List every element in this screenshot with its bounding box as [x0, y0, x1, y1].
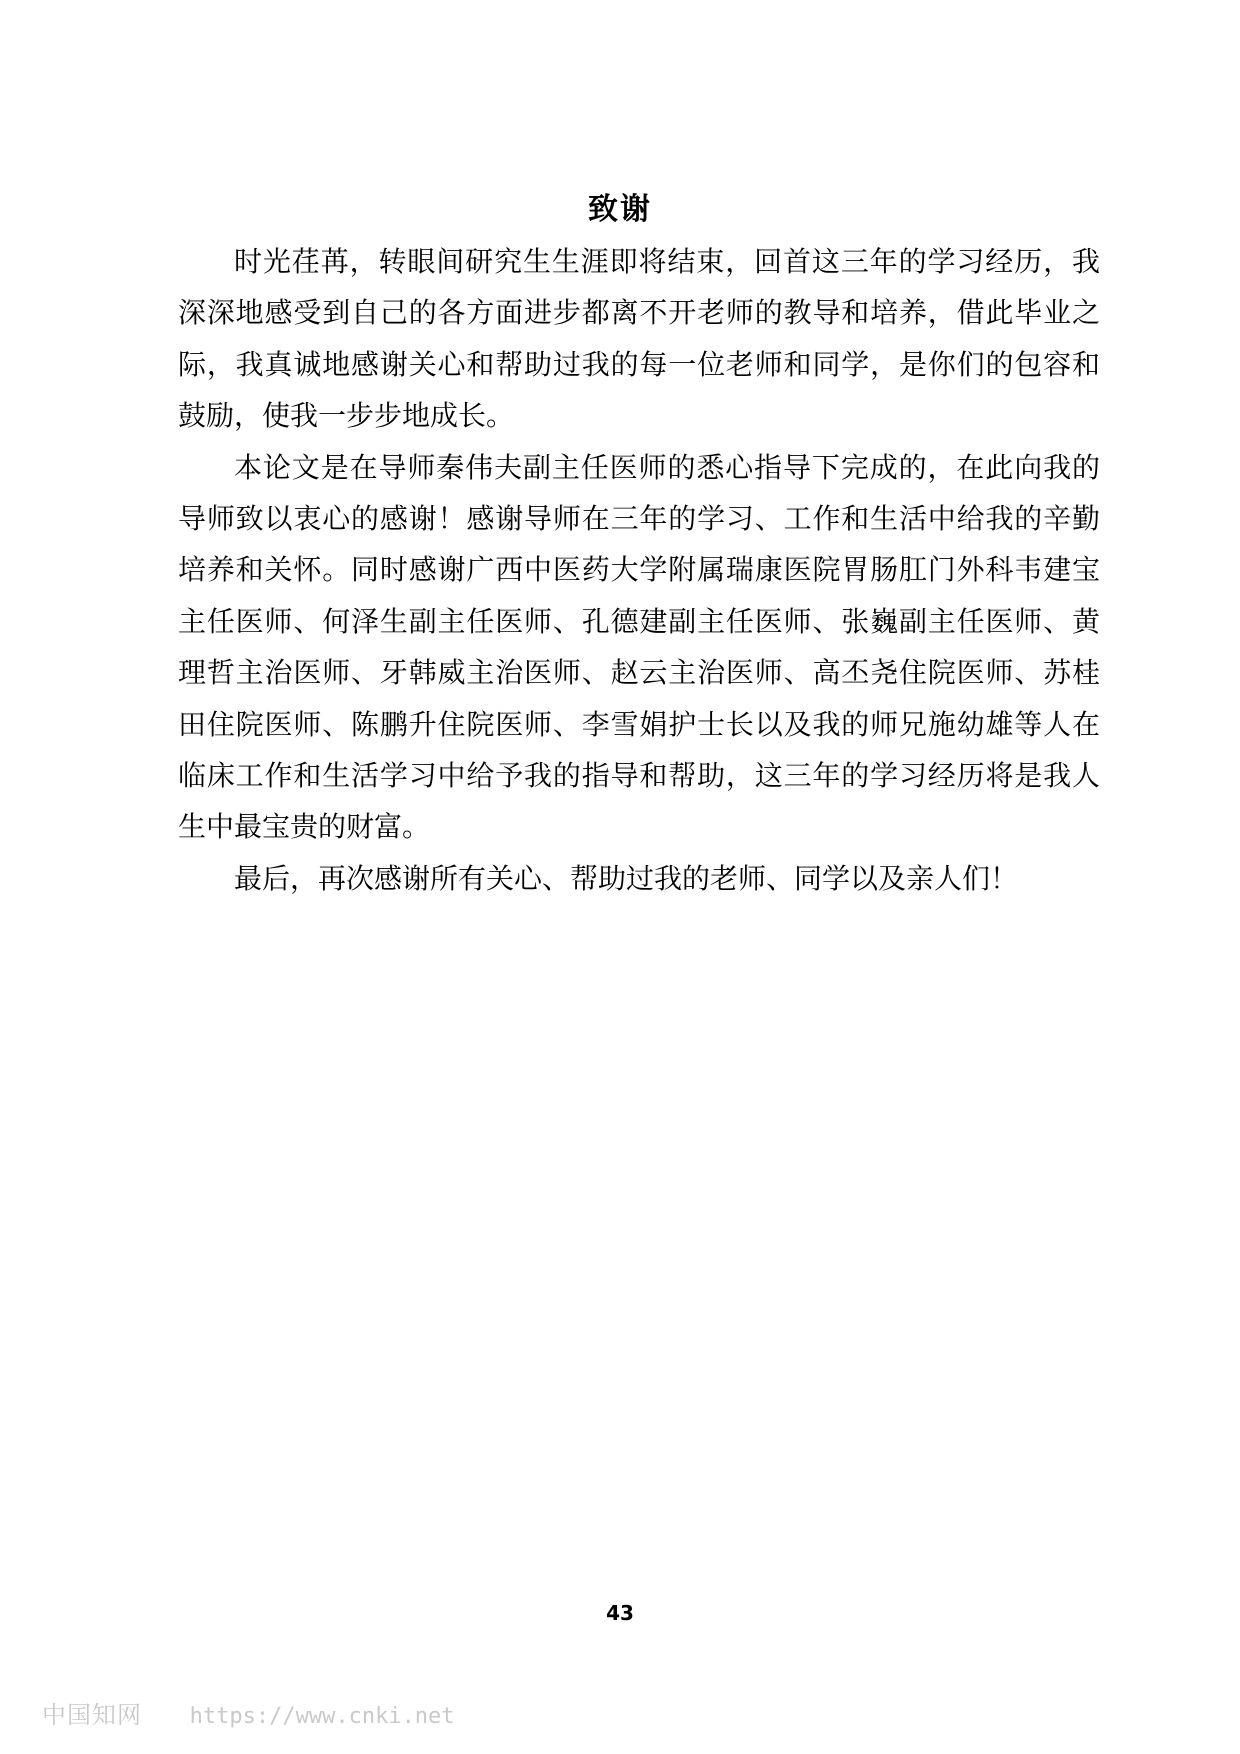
watermark-url: https://www.cnki.net: [189, 1704, 455, 1729]
cnki-watermark: [42, 1700, 455, 1732]
page-number: 43: [606, 1601, 634, 1625]
paragraph-1: 时光荏苒，转眼间研究生生涯即将结束，回首这三年的学习经历，我深深地感受到自己的各方面进步都离不开老师的教导和培养，借此毕业之际，我真诚地感谢关心和帮助过我的每一位老师和同学，是你们的包容和鼓励，使我一步步地成长。: [178, 245, 1100, 433]
acknowledgement-body: [178, 236, 1100, 904]
paragraph-2: 本论文是在导师秦伟夫副主任医师的悉心指导下完成的，在此向我的导师致以衷心的感谢！感谢导师在三年的学习、工作和生活中给我的辛勤培养和关怀。同时感谢广西中医药大学附属瑞康医院胃肠肛门外科韦建宝主任医师、何泽生副主任医师、孔德建副主任医师、张巍副主任医师、黄理哲主治医师、牙韩威主治医师、赵云主治医师、高丕尧住院医师、苏桂田住院医师、陈鹏升住院医师、李雪娟护士长以及我的师兄施幼雄等人在临床工作和生活学习中给予我的指导和帮助，这三年的学习经历将是我人生中最宝贵的财富。: [178, 450, 1100, 844]
page-title: 致谢: [588, 192, 652, 227]
watermark-brand: 中国知网: [42, 1701, 142, 1729]
paragraph-3: 最后，再次感谢所有关心、帮助过我的老师、同学以及亲人们！: [234, 861, 1019, 895]
